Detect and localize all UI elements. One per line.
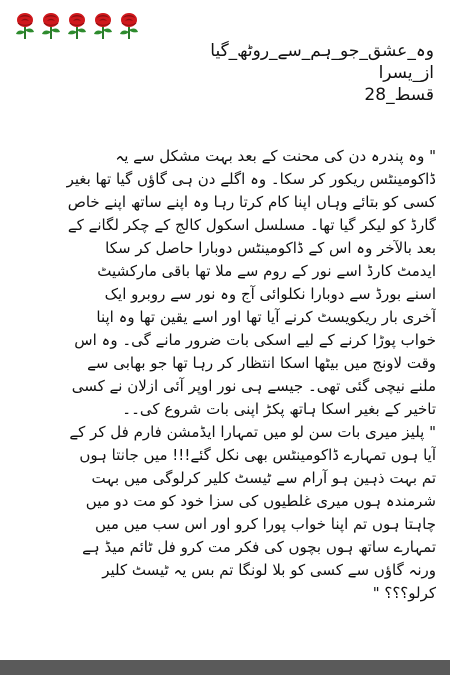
story-body (14, 145, 436, 605)
story-line: گارڈ کو لیکر گیا تھا۔ مسلسل اسکول کالج کے چکر لگانے کے (67, 216, 436, 234)
story-line: ملنے نیچی گئی تھی۔ جیسے ہی نور اوپر آئی ازلان نے کسی (71, 377, 436, 395)
rose-icon (40, 12, 62, 40)
episode-label: قسط_28 (364, 85, 434, 105)
story-line: چاہتا ہوں تم اپنا خواب پورا کرو اور اس سب میں میں (94, 515, 436, 533)
story-line: وقت لاونج میں بیٹھا اسکا انتظار کر رہا تھا جو بھابی سے (87, 354, 436, 372)
rose-icon (118, 12, 140, 40)
story-line: ڈاکومینٹس ریکور کر سکا۔ وہ اگلے دن ہی گاؤں گیا تھا بغیر (66, 170, 436, 188)
story-line: خواب پوڑا کرنے کے لیے اسکی بات ضرور مانے گی۔ وہ اس (74, 331, 436, 349)
story-line: ورنہ گاؤں سے کسی کو بلا لونگا تم بس یہ ٹیسٹ کلیر (102, 561, 436, 579)
story-title: وہ_عشق_جو_ہم_سے_روٹھ_گیا (210, 41, 434, 61)
story-line: تاخیر کے بغیر اسکا ہاتھ پکڑ اپنی بات شروع کی۔۔ (122, 400, 436, 418)
story-line: آخری بار ریکویسٹ کرنے آیا تھا اور اسے یقین تھا وہ اپنا (96, 308, 436, 326)
author-line: از_یسرا (378, 63, 434, 83)
rose-row (14, 12, 140, 40)
story-line: کرلو؟؟؟ " (372, 584, 436, 602)
bottom-bar (0, 660, 450, 675)
rose-icon (66, 12, 88, 40)
story-line: شرمندہ ہوں میری غلطیوں کی سزا خود کو مت دو میں (85, 492, 436, 510)
rose-icon (14, 12, 36, 40)
story-line: ایدمٹ کارڈ اسے نور کے روم سے ملا تھا باقی مارکشیٹ (97, 262, 436, 280)
story-line: " وہ پندرہ دن کی محنت کے بعد بہت مشکل سے یہ (115, 147, 436, 165)
story-line: تمہارے ساتھ ہوں بچوں کی فکر مت کرو فل ٹائم میڈ ہے (82, 538, 436, 556)
story-line: اسنے بورڈ سے دوبارا نکلوائی آج وہ نور سے روبرو ایک (104, 285, 436, 303)
story-line: بعد بالآخر وہ اس کے ڈاکومینٹس دوبارا حاصل کر سکا (105, 239, 436, 257)
story-line: تم بہت ذہین ہو آرام سے ٹیسٹ کلیر کرلوگی میں بہت (91, 469, 436, 487)
rose-icon (92, 12, 114, 40)
story-line: " پلیز میری بات سن لو میں تمہارا ایڈمشن فارم فل کر کے (69, 423, 436, 441)
story-line: کسی کو بتائے وہاں اپنا کام کرتا رہا وہ اپنے ساتھ اپنے خاص (67, 193, 436, 211)
story-line: آیا ہوں تمہارے ڈاکومینٹس بھی نکل گئے!!! میں جانتا ہوں (79, 446, 436, 464)
story-header (114, 40, 434, 106)
